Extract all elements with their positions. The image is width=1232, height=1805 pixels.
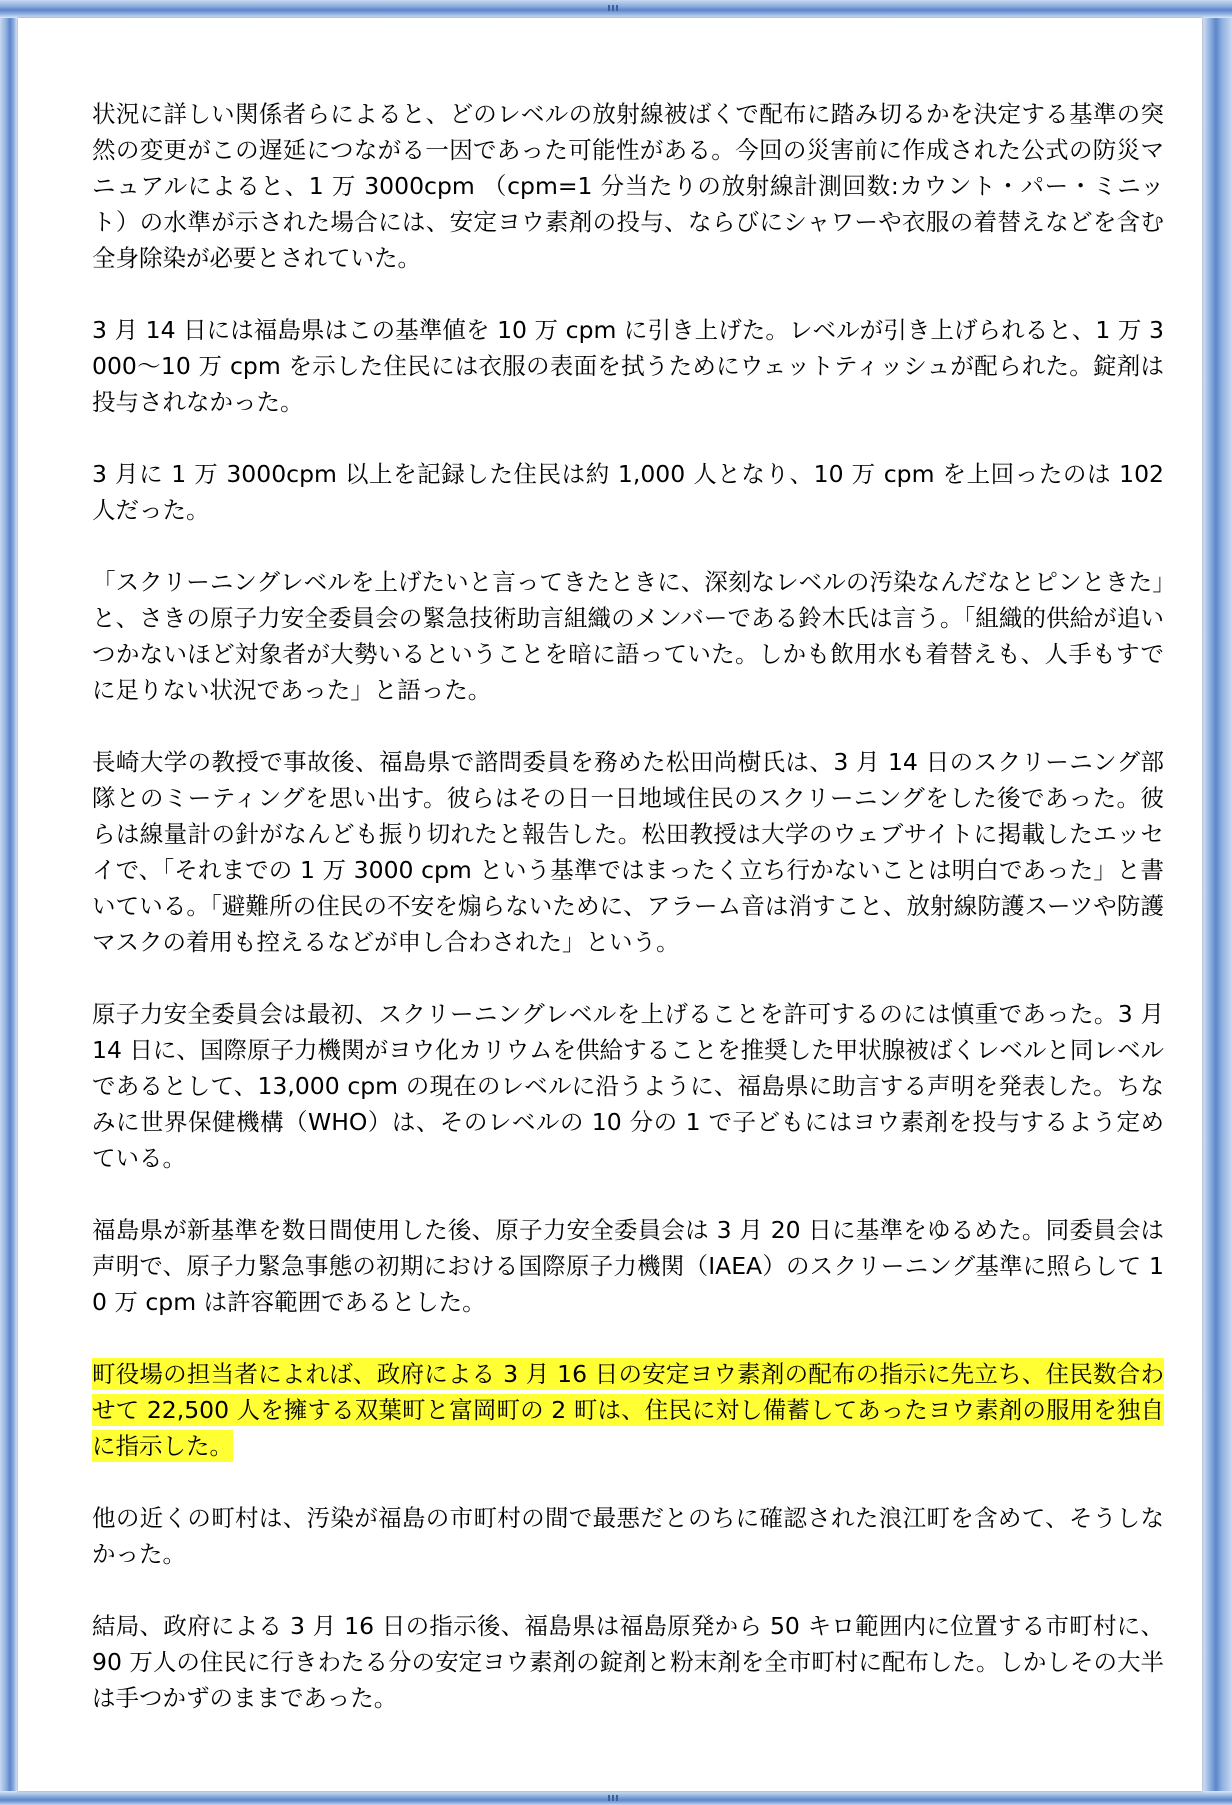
paragraph: 状況に詳しい関係者らによると、どのレベルの放射線被ばくで配布に踏み切るかを決定する基準の突然の変更がこの遅延につながる一因であった可能性がある。今回の災害前に作成された公式の防災マニュアルによると、1 万 3000cpm （cpm=1 分当たりの放射線計測回数:カウント・パー・ミニット）の水準が示された場合には、安定ヨウ素剤の投与、ならびにシャワーや衣服の着替えなどを含む全身除染が必要とされていた。	[92, 100, 1164, 272]
paragraph: 結局、政府による 3 月 16 日の指示後、福島県は福島原発から 50 キロ範囲内に位置する市町村に、90 万人の住民に行きわたる分の安定ヨウ素剤の錠剤と粉末剤を全市町村に配布した。しかしその大半は手つかずのままであった。	[92, 1612, 1164, 1712]
paragraph: 3 月に 1 万 3000cpm 以上を記録した住民は約 1,000 人となり、10 万 cpm を上回ったのは 102 人だった。	[92, 460, 1164, 524]
paragraph: 福島県が新基準を数日間使用した後、原子力安全委員会は 3 月 20 日に基準をゆるめた。同委員会は声明で、原子力緊急事態の初期における国際原子力機関（IAEA）のスクリーニング基準に照らして 10 万 cpm は許容範囲であるとした。	[92, 1216, 1164, 1316]
paragraph: 他の近くの町村は、汚染が福島の市町村の間で最悪だとのちに確認された浪江町を含めて、そうしなかった。	[92, 1504, 1164, 1568]
resize-grip-top-icon[interactable]	[608, 5, 618, 11]
highlighted-paragraph	[92, 1356, 1164, 1464]
paragraph: 「スクリーニングレベルを上げたいと言ってきたときに、深刻なレベルの汚染なんだなとピンときた」と、さきの原子力安全委員会の緊急技術助言組織のメンバーである鈴木氏は言う。「組織的供給が追いつかないほど対象者が大勢いるということを暗に語っていた。しかも飲用水も着替えも、人手もすでに足りない状況であった」と語った。	[92, 568, 1164, 704]
document-body	[92, 96, 1164, 1752]
paragraph: 3 月 14 日には福島県はこの基準値を 10 万 cpm に引き上げた。レベルが引き上げられると、1 万 3000～10 万 cpm を示した住民には衣服の表面を拭うためにウェットティッシュが配られた。錠剤は投与されなかった。	[92, 316, 1164, 416]
window-frame-right	[1202, 0, 1232, 1805]
paragraph: 原子力安全委員会は最初、スクリーニングレベルを上げることを許可するのには慎重であった。3 月 14 日に、国際原子力機関がヨウ化カリウムを供給することを推奨した甲状腺被ばくレベルと同レベルであるとして、13,000 cpm の現在のレベルに沿うように、福島県に助言する声明を発表した。ちなみに世界保健機構（WHO）は、そのレベルの 10 分の 1 で子どもにはヨウ素剤を投与するよう定めている。	[92, 1000, 1164, 1172]
resize-grip-bottom-icon[interactable]	[608, 1795, 618, 1801]
paragraph: 長崎大学の教授で事故後、福島県で諮問委員を務めた松田尚樹氏は、3 月 14 日のスクリーニング部隊とのミーティングを思い出す。彼らはその日一日地域住民のスクリーニングをした後であった。彼らは線量計の針がなんども振り切れたと報告した。松田教授は大学のウェブサイトに掲載したエッセイで、「それまでの 1 万 3000 cpm という基準ではまったく立ち行かないことは明白であった」と書いている。「避難所の住民の不安を煽らないために、アラーム音は消すこと、放射線防護スーツや防護マスクの着用も控えるなどが申し合わされた」という。	[92, 748, 1164, 956]
document-page	[18, 18, 1202, 1791]
highlighted-text: 町役場の担当者によれば、政府による 3 月 16 日の安定ヨウ素剤の配布の指示に先立ち、住民数合わせて 22,500 人を擁する双葉町と富岡町の 2 町は、住民に対し備蓄してあったヨウ素剤の服用を独自に指示した。	[92, 1360, 1164, 1460]
